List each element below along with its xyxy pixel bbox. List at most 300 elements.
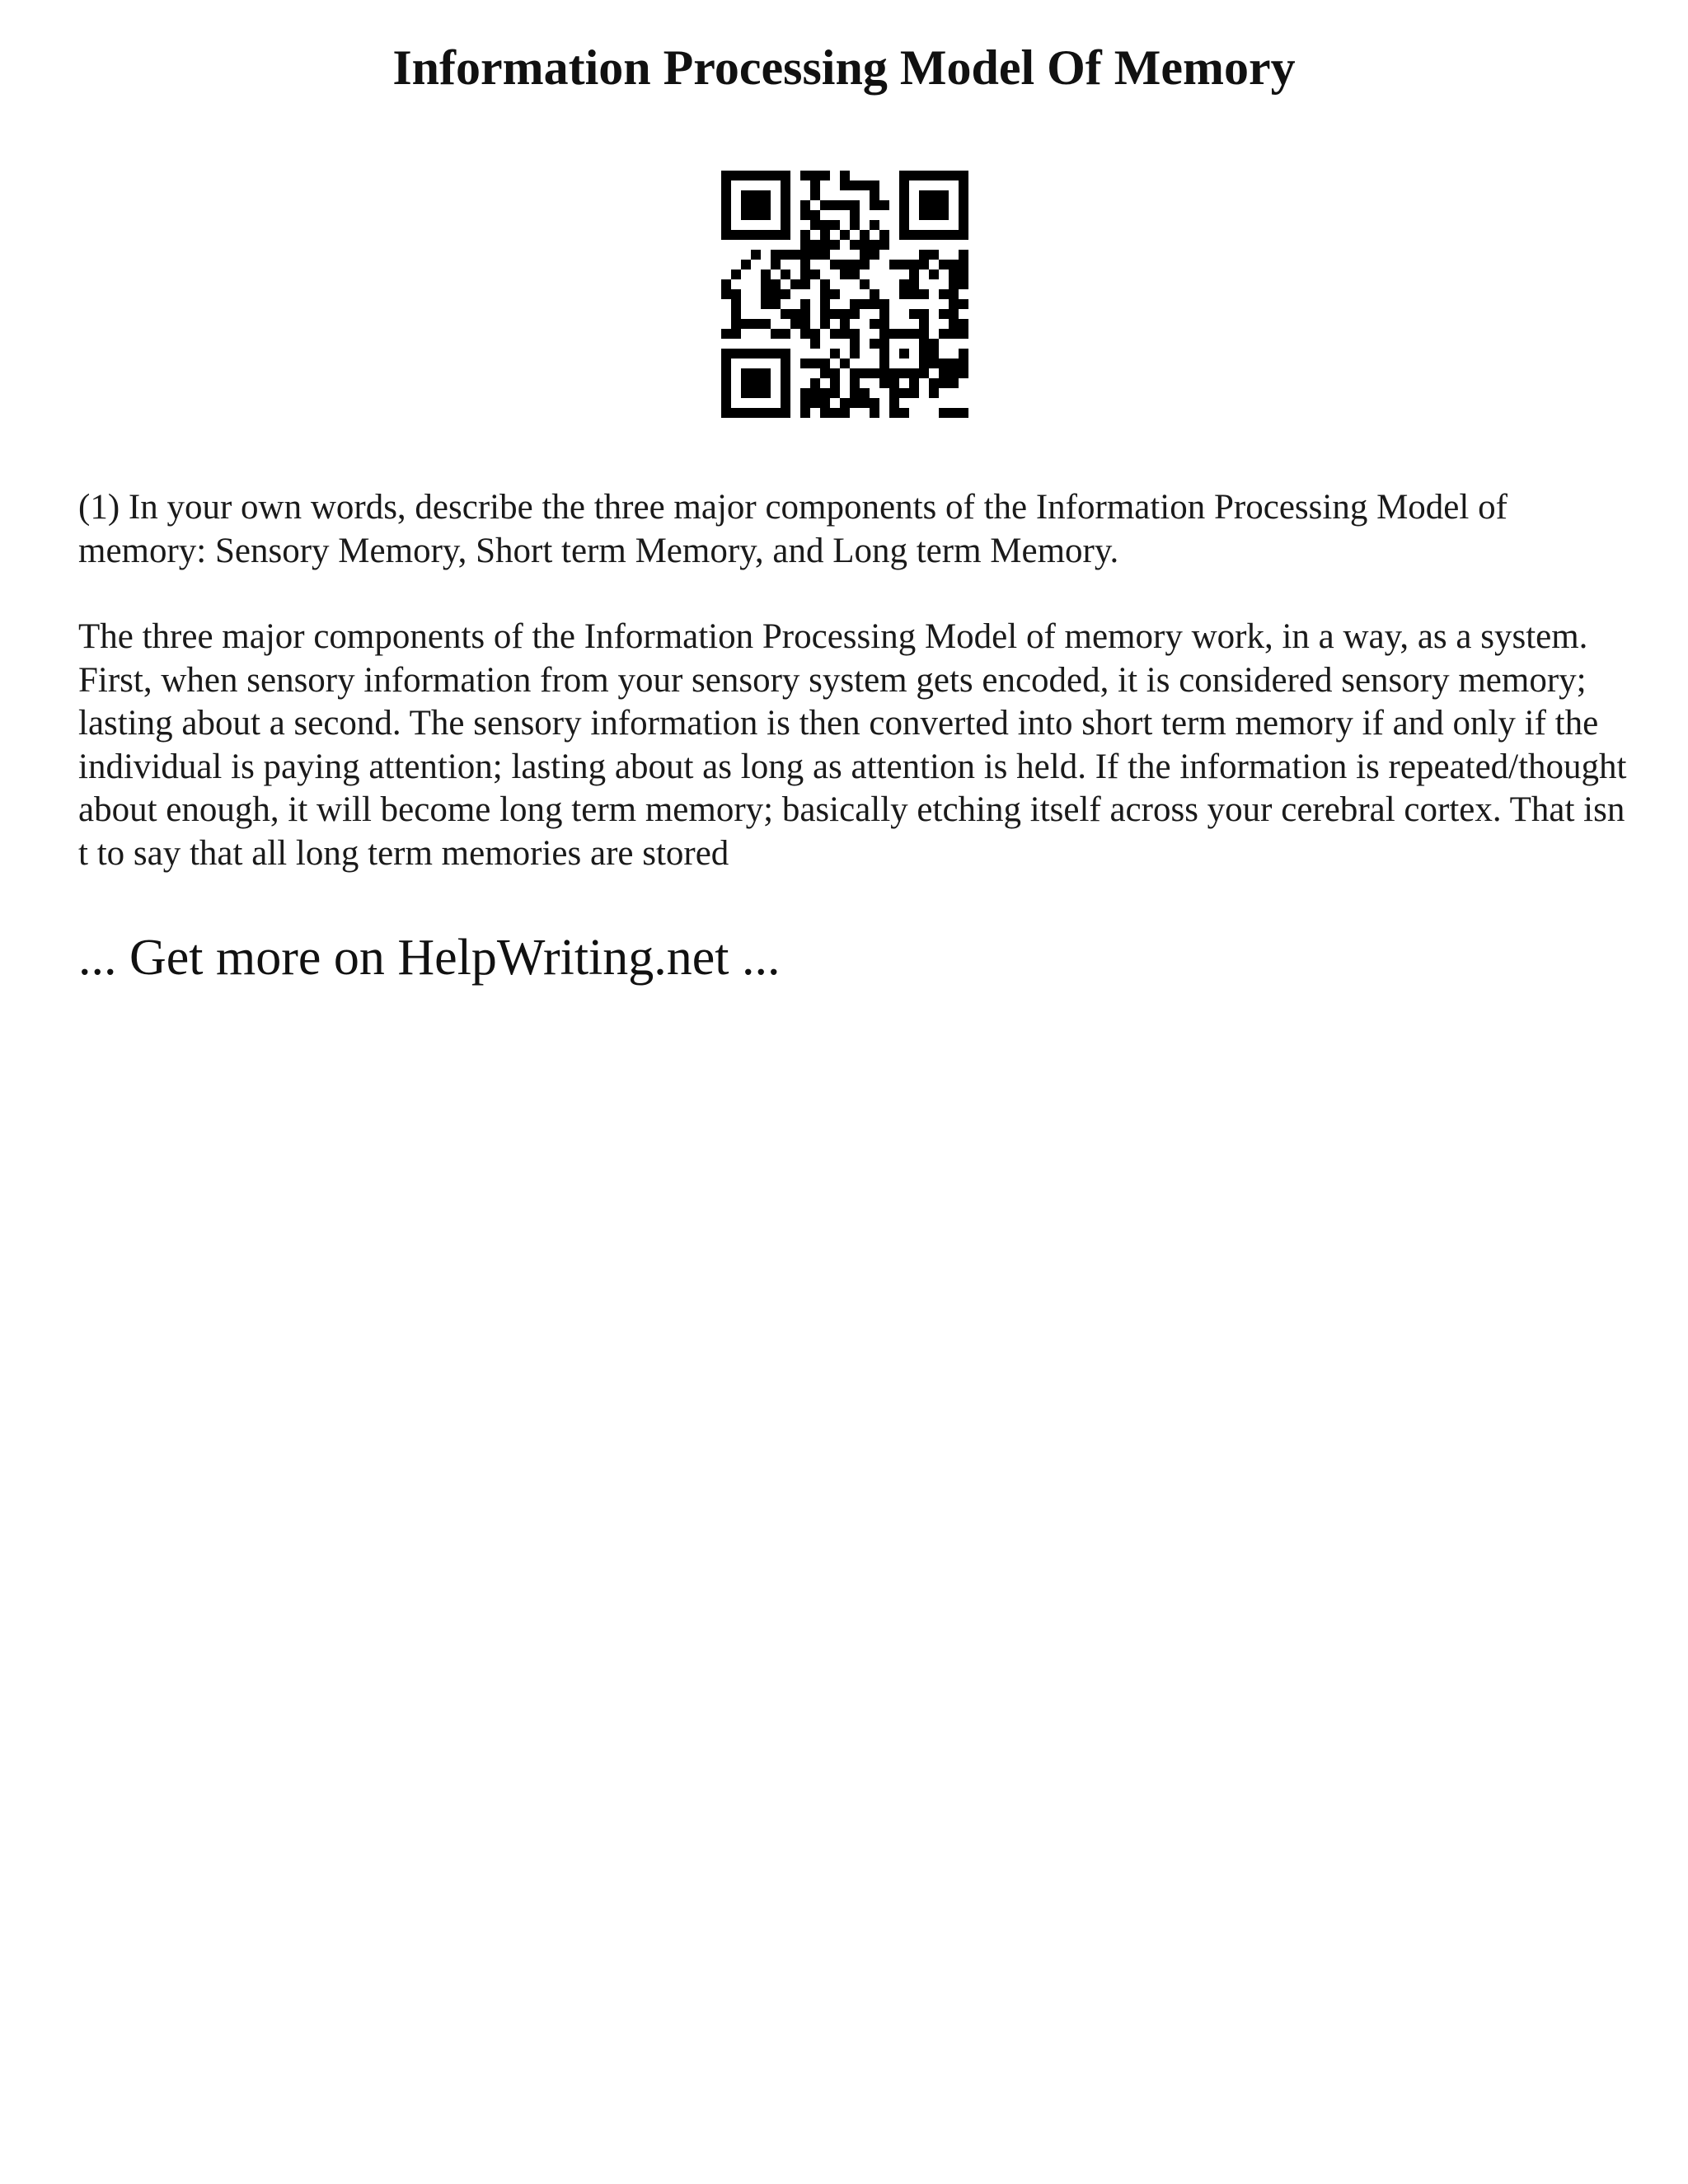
qr-module [899, 260, 909, 269]
qr-module [899, 190, 909, 200]
qr-module [800, 329, 810, 339]
qr-module [959, 230, 968, 240]
qr-module [830, 408, 840, 418]
qr-module [879, 240, 889, 250]
qr-module [959, 220, 968, 230]
qr-module [721, 408, 731, 418]
qr-code [721, 171, 968, 418]
qr-module [949, 368, 959, 378]
qr-module [731, 289, 741, 299]
qr-module [761, 279, 771, 289]
page-title: Information Processing Model Of Memory [392, 40, 1296, 95]
qr-module [909, 279, 919, 289]
qr-module [929, 359, 939, 368]
qr-module [919, 339, 929, 349]
qr-module [959, 200, 968, 210]
qr-module [830, 260, 840, 269]
qr-module [879, 319, 889, 329]
qr-module [771, 279, 781, 289]
qr-module [741, 260, 751, 269]
qr-module [959, 171, 968, 180]
qr-module [909, 171, 919, 180]
qr-module [949, 309, 959, 319]
qr-module [820, 250, 830, 260]
qr-module [731, 230, 741, 240]
qr-module [870, 250, 879, 260]
qr-module [781, 349, 790, 359]
qr-module [870, 398, 879, 408]
qr-module [800, 230, 810, 240]
qr-module [741, 408, 751, 418]
qr-module [949, 408, 959, 418]
qr-module [820, 398, 830, 408]
qr-module [761, 289, 771, 299]
qr-module [929, 230, 939, 240]
qr-module [959, 349, 968, 359]
qr-module [929, 200, 939, 210]
qr-module [731, 171, 741, 180]
qr-module [860, 260, 870, 269]
qr-module [731, 319, 741, 329]
qr-module [949, 289, 959, 299]
qr-module [800, 408, 810, 418]
qr-module [879, 200, 889, 210]
qr-module [751, 388, 761, 398]
qr-module [850, 329, 860, 339]
qr-module [810, 250, 820, 260]
qr-module [810, 190, 820, 200]
qr-module [721, 378, 731, 388]
qr-module [850, 260, 860, 269]
qr-module [860, 279, 870, 289]
qr-module [751, 230, 761, 240]
qr-module [751, 378, 761, 388]
qr-module [949, 378, 959, 388]
qr-module [899, 230, 909, 240]
qr-module [781, 220, 790, 230]
qr-module [781, 210, 790, 220]
qr-module [741, 171, 751, 180]
qr-module [879, 339, 889, 349]
qr-module [820, 200, 830, 210]
qr-module [949, 299, 959, 309]
qr-module [781, 359, 790, 368]
qr-module [781, 200, 790, 210]
qr-module [810, 359, 820, 368]
qr-module [870, 339, 879, 349]
qr-module [899, 289, 909, 299]
qr-module [781, 368, 790, 378]
qr-module [860, 299, 870, 309]
qr-module [850, 378, 860, 388]
qr-module [909, 289, 919, 299]
qr-module [761, 388, 771, 398]
qr-module [949, 319, 959, 329]
qr-module [810, 388, 820, 398]
qr-module [860, 388, 870, 398]
qr-module [761, 171, 771, 180]
qr-module [741, 190, 751, 200]
qr-module [731, 408, 741, 418]
qr-module [771, 329, 781, 339]
qr-module [939, 171, 949, 180]
qr-module [959, 319, 968, 329]
qr-module [939, 309, 949, 319]
qr-module [820, 230, 830, 240]
qr-module [939, 230, 949, 240]
qr-module [790, 319, 800, 329]
qr-module [899, 220, 909, 230]
qr-module [771, 299, 781, 309]
qr-module [870, 180, 879, 190]
qr-module [771, 230, 781, 240]
qr-module [741, 210, 751, 220]
qr-module [810, 269, 820, 279]
qr-module [889, 408, 899, 418]
qr-module [741, 388, 751, 398]
qr-module [771, 349, 781, 359]
qr-module [820, 408, 830, 418]
qr-module [959, 279, 968, 289]
qr-module [840, 319, 850, 329]
qr-module [919, 250, 929, 260]
qr-module [860, 250, 870, 260]
qr-module [830, 200, 840, 210]
qr-module [800, 210, 810, 220]
qr-module [761, 190, 771, 200]
qr-module [889, 398, 899, 408]
qr-module [850, 240, 860, 250]
qr-module [879, 368, 889, 378]
qr-module [800, 319, 810, 329]
qr-module [830, 240, 840, 250]
qr-module [741, 378, 751, 388]
qr-module [810, 339, 820, 349]
qr-module [800, 250, 810, 260]
qr-module [909, 269, 919, 279]
qr-module [919, 230, 929, 240]
get-more-link[interactable]: ... Get more on HelpWriting.net ... [78, 930, 781, 986]
qr-module [771, 250, 781, 260]
qr-module [800, 359, 810, 368]
qr-module [800, 299, 810, 309]
qr-module [840, 230, 850, 240]
qr-module [879, 359, 889, 368]
qr-module [800, 269, 810, 279]
qr-module [781, 309, 790, 319]
qr-module [771, 171, 781, 180]
qr-module [810, 240, 820, 250]
qr-module [879, 299, 889, 309]
qr-module [731, 349, 741, 359]
answer-text: The three major components of the Information Processing Model of memory work, in a way, as a system. First, when sensory information from your sensory system gets encoded, it is considered sensory memory; lasting about a second. The sensory information is then converted into short term memory if and only if the individual is paying attention; lasting about as long as attention is held. If the information is repeated/thought about enough, it will become long term memory; basically etching itself across your cerebral cortex. That isn t to say that all long term memories are stored [78, 617, 1627, 873]
qr-module [721, 368, 731, 378]
qr-module [820, 359, 830, 368]
qr-module [899, 210, 909, 220]
qr-module [850, 388, 860, 398]
qr-module [919, 200, 929, 210]
qr-module [909, 260, 919, 269]
qr-module [810, 210, 820, 220]
qr-module [751, 319, 761, 329]
qr-module [870, 220, 879, 230]
qr-module [830, 368, 840, 378]
qr-module [889, 378, 899, 388]
qr-module [919, 289, 929, 299]
qr-module [741, 200, 751, 210]
qr-module [751, 250, 761, 260]
qr-module [939, 200, 949, 210]
qr-module [959, 190, 968, 200]
qr-module [860, 240, 870, 250]
qr-module [761, 349, 771, 359]
qr-module [899, 349, 909, 359]
qr-module [870, 319, 879, 329]
qr-module [889, 368, 899, 378]
qr-module [919, 190, 929, 200]
qr-module [939, 289, 949, 299]
qr-module [800, 388, 810, 398]
qr-module [751, 349, 761, 359]
qr-module [870, 190, 879, 200]
qr-module [899, 408, 909, 418]
qr-module [721, 359, 731, 368]
qr-module [919, 349, 929, 359]
qr-module [850, 368, 860, 378]
qr-module [929, 349, 939, 359]
qr-module [840, 200, 850, 210]
qr-module [761, 200, 771, 210]
qr-module [790, 250, 800, 260]
qr-module [830, 388, 840, 398]
qr-module [949, 269, 959, 279]
qr-module [889, 329, 899, 339]
qr-module [939, 260, 949, 269]
qr-module [751, 210, 761, 220]
qr-module [939, 329, 949, 339]
qr-module [929, 190, 939, 200]
qr-module [949, 230, 959, 240]
qr-module [771, 260, 781, 269]
qr-module [860, 180, 870, 190]
qr-module [949, 359, 959, 368]
qr-module [899, 200, 909, 210]
qr-module [741, 368, 751, 378]
qr-module [721, 230, 731, 240]
qr-module [810, 329, 820, 339]
qr-module [850, 299, 860, 309]
qr-module [830, 309, 840, 319]
qr-module [721, 329, 731, 339]
qr-module [721, 190, 731, 200]
qr-module [820, 309, 830, 319]
qr-module [790, 309, 800, 319]
qr-module [800, 200, 810, 210]
qr-module [919, 260, 929, 269]
qr-module [919, 171, 929, 180]
qr-module [959, 408, 968, 418]
qr-module [721, 180, 731, 190]
qr-module [870, 408, 879, 418]
qr-module [909, 388, 919, 398]
qr-module [721, 289, 731, 299]
qr-module [830, 289, 840, 299]
qr-module [840, 329, 850, 339]
qr-module [810, 398, 820, 408]
qr-module [919, 359, 929, 368]
qr-module [909, 329, 919, 339]
qr-module [929, 210, 939, 220]
qr-module [860, 368, 870, 378]
qr-module [751, 190, 761, 200]
qr-module [899, 388, 909, 398]
qr-module [909, 368, 919, 378]
qr-module [721, 171, 731, 180]
qr-module [781, 269, 790, 279]
qr-module [820, 171, 830, 180]
qr-module [870, 289, 879, 299]
qr-module [959, 299, 968, 309]
qr-module [959, 180, 968, 190]
qr-module [771, 289, 781, 299]
qr-module [781, 190, 790, 200]
qr-module [820, 289, 830, 299]
qr-module [761, 368, 771, 378]
qr-module [850, 339, 860, 349]
qr-module [850, 349, 860, 359]
qr-module [899, 279, 909, 289]
qr-module [781, 378, 790, 388]
qr-module [721, 398, 731, 408]
qr-module [850, 210, 860, 220]
qr-module [870, 368, 879, 378]
qr-module [781, 230, 790, 240]
qr-module [850, 269, 860, 279]
qr-module [939, 368, 949, 378]
qr-module [899, 171, 909, 180]
qr-module [939, 190, 949, 200]
qr-module [840, 309, 850, 319]
qr-module [731, 309, 741, 319]
qr-module [800, 171, 810, 180]
qr-module [959, 359, 968, 368]
qr-module [939, 210, 949, 220]
qr-module [761, 230, 771, 240]
qr-module [889, 260, 899, 269]
qr-module [790, 279, 800, 289]
qr-module [899, 180, 909, 190]
qr-module [721, 210, 731, 220]
qr-module [919, 329, 929, 339]
qr-module [919, 309, 929, 319]
qr-module [909, 230, 919, 240]
qr-module [810, 171, 820, 180]
qr-module [731, 329, 741, 339]
qr-module [879, 309, 889, 319]
qr-module [761, 299, 771, 309]
qr-module [870, 200, 879, 210]
qr-module [781, 180, 790, 190]
qr-module [721, 388, 731, 398]
qr-module [949, 260, 959, 269]
qr-module [870, 240, 879, 250]
qr-module [820, 299, 830, 309]
qr-module [830, 220, 840, 230]
qr-module [840, 398, 850, 408]
qr-module [771, 408, 781, 418]
qr-module [830, 349, 840, 359]
qr-module [929, 388, 939, 398]
qr-module [721, 279, 731, 289]
qr-module [840, 171, 850, 180]
qr-module [761, 408, 771, 418]
qr-module [721, 349, 731, 359]
qr-module [731, 299, 741, 309]
qr-module [840, 269, 850, 279]
qr-module [870, 299, 879, 309]
qr-module [781, 329, 790, 339]
qr-module [781, 408, 790, 418]
qr-module [781, 171, 790, 180]
qr-module [959, 329, 968, 339]
qr-module [899, 368, 909, 378]
qr-module [810, 180, 820, 190]
qr-module [879, 329, 889, 339]
qr-module [840, 359, 850, 368]
question-text: (1) In your own words, describe the three major components of the Information Processing Model of memory: Sensory Memory, Short term Memory, and Long term Memory. [78, 488, 1507, 570]
qr-module [850, 309, 860, 319]
qr-module [850, 200, 860, 210]
qr-module [939, 408, 949, 418]
qr-module [761, 269, 771, 279]
qr-module [919, 319, 929, 329]
qr-module [761, 319, 771, 329]
qr-module [959, 250, 968, 260]
qr-module [860, 398, 870, 408]
qr-module [751, 200, 761, 210]
qr-module [721, 220, 731, 230]
qr-module [810, 378, 820, 388]
qr-module [800, 279, 810, 289]
qr-module [840, 180, 850, 190]
qr-module [959, 368, 968, 378]
qr-module [889, 388, 899, 398]
qr-module [929, 378, 939, 388]
qr-module [860, 230, 870, 240]
qr-module [929, 250, 939, 260]
qr-module [741, 319, 751, 329]
qr-module [820, 388, 830, 398]
qr-module [820, 368, 830, 378]
qr-module [850, 180, 860, 190]
qr-module [800, 309, 810, 319]
qr-module [959, 260, 968, 269]
qr-module [800, 260, 810, 269]
qr-module [929, 339, 939, 349]
qr-module [879, 230, 889, 240]
qr-module [751, 408, 761, 418]
qr-module [919, 210, 929, 220]
qr-module [850, 220, 860, 230]
qr-module [781, 250, 790, 260]
qr-module [820, 240, 830, 250]
qr-module [909, 378, 919, 388]
qr-module [919, 368, 929, 378]
qr-module [959, 210, 968, 220]
qr-module [879, 349, 889, 359]
qr-module [830, 329, 840, 339]
qr-module [879, 378, 889, 388]
